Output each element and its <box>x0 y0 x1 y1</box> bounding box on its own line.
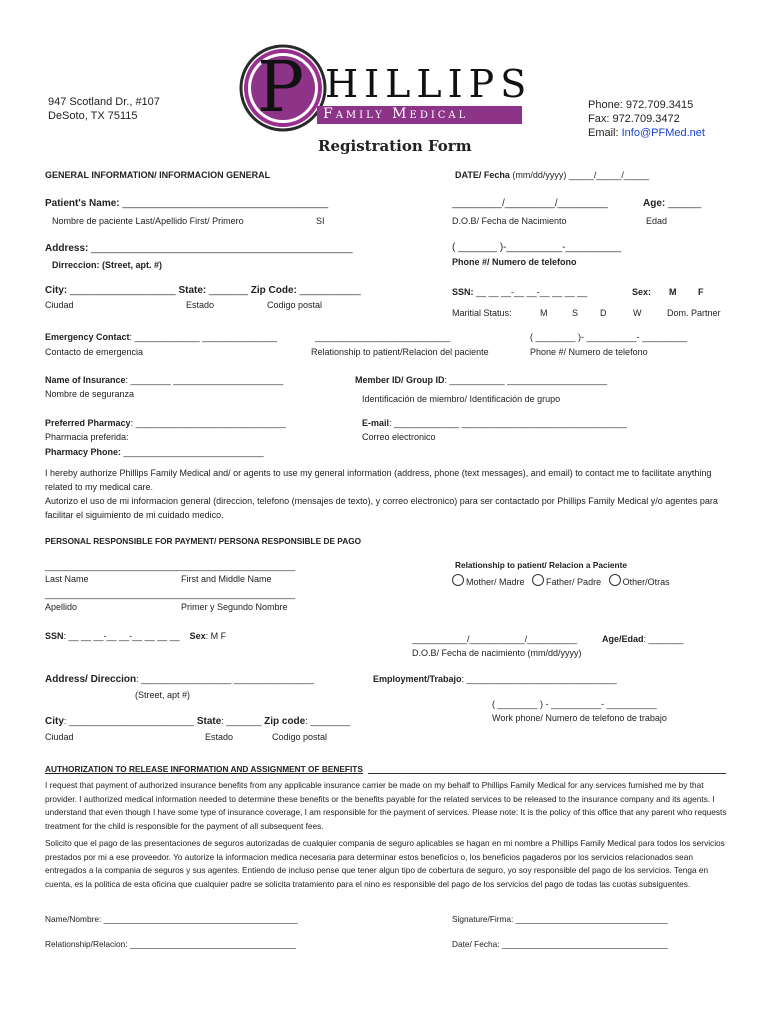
member-sub: Identificación de miembro/ Identificación de grupo <box>362 394 561 404</box>
work-phone-sub: Work phone/ Numero de telefono de trabajo <box>492 713 667 723</box>
option-father[interactable] <box>532 577 601 587</box>
insurance-label: Name of Insurance <box>45 375 126 385</box>
employment-label: Employment/Trabajo <box>373 674 462 684</box>
option-father-label: Father/ Padre <box>546 577 602 587</box>
member-label: Member ID/ Group ID <box>355 375 445 385</box>
sex-m[interactable]: M <box>669 287 677 297</box>
pharmacy-field[interactable]: : ______________________________ <box>130 418 286 428</box>
payer-dob-field[interactable]: ___________/___________/__________ <box>412 634 578 644</box>
release-relationship-row <box>45 939 296 949</box>
payer-state-sub: Estado <box>205 732 234 742</box>
authorize-spanish: Autorizo el uso de mi informacion general (direccion, telefono (mensajes de texto), y correo electronico) para ser contactado por Phillips Family Medical y/o agentes para facilitar el siguimiento de mi cuidado medico. <box>45 496 718 520</box>
payer-name-field[interactable]: __________________________________________________ <box>45 561 296 571</box>
work-phone-field[interactable]: ( ________ ) - __________- __________ <box>492 699 657 709</box>
logo-word: HILLIPS <box>325 62 533 106</box>
age-row <box>643 198 701 209</box>
zip-field[interactable]: ___________ <box>299 285 361 296</box>
payer-address-sub: (Street, apt #) <box>135 690 191 700</box>
radio-circle-icon <box>452 574 464 586</box>
release-name-row <box>45 914 297 924</box>
member-field[interactable]: : ___________ ____________________ <box>444 375 608 385</box>
date-row <box>455 170 649 180</box>
clinic-fax: Fax: 972.709.3472 <box>588 113 680 125</box>
city-row <box>45 285 361 296</box>
logo-letter-p: P <box>257 46 305 128</box>
payer-city-sub: Ciudad <box>45 732 74 742</box>
relationship-sub: Relationship to patient/Relacion del paciente <box>311 347 489 357</box>
logo <box>235 42 535 134</box>
sex-f[interactable]: F <box>698 287 704 297</box>
date-field[interactable]: _____/_____/_____ <box>568 170 649 180</box>
insurance-sub: Nombre de seguranza <box>45 389 135 399</box>
payer-age-field[interactable]: : _______ <box>643 634 684 644</box>
clinic-email-label: Email: <box>588 127 622 139</box>
clinic-email-row <box>588 127 705 139</box>
payer-relationship-heading: Relationship to patient/ Relacion a Paciente <box>455 560 627 570</box>
logo-sub-banner <box>317 106 522 124</box>
emergency-sub: Contacto de emergencia <box>45 347 144 357</box>
payer-city-row <box>45 716 350 727</box>
clinic-address-line2: DeSoto, TX 75115 <box>48 110 138 122</box>
email-field-label: E-mail <box>362 418 390 428</box>
dob-sub: D.O.B/ Fecha de Nacimiento <box>452 216 567 226</box>
payer-state-field[interactable]: : _______ <box>221 716 262 726</box>
patient-name-sub: Nombre de paciente Last/Apellido First/ Primero <box>52 216 244 226</box>
release-signature-field[interactable]: _________________________________ <box>515 914 668 924</box>
payer-age-label: Age/Edad <box>602 634 644 644</box>
state-sub: Estado <box>186 300 215 310</box>
marital-m[interactable]: M <box>540 308 548 318</box>
release-relationship-label: Relationship/Relacion: <box>45 939 130 949</box>
email-field-row <box>362 418 627 428</box>
pharmacy-phone-field[interactable]: ____________________________ <box>123 447 264 457</box>
release-heading: AUTHORIZATION TO RELEASE INFORMATION AND ASSIGNMENT OF BENEFITS <box>45 764 363 774</box>
payer-first-middle-sub: First and Middle Name <box>181 574 272 584</box>
phone-field[interactable]: ( _______ )-__________-__________ <box>452 242 622 253</box>
release-date-label: Date/ Fecha: <box>452 939 502 949</box>
address-sub: Dirreccion: (Street, apt. #) <box>52 260 163 270</box>
pharmacy-phone-label: Pharmacy Phone: <box>45 447 124 457</box>
insurance-field[interactable]: : ________ ______________________ <box>125 375 284 385</box>
release-date-field[interactable]: ____________________________________ <box>501 939 668 949</box>
release-date-row <box>452 939 668 949</box>
option-other[interactable] <box>609 577 670 587</box>
pharmacy-sub: Pharmacia preferida: <box>45 432 129 442</box>
ssn-field[interactable]: __ __ __-__ __-__ __ __ __ <box>476 287 588 297</box>
member-row <box>355 375 607 385</box>
payer-relationship-options <box>452 574 670 587</box>
state-field[interactable]: _______ <box>209 285 248 296</box>
payer-sex-options[interactable]: : M F <box>205 631 227 641</box>
sex-label: Sex: <box>632 287 652 297</box>
city-field[interactable]: ___________________ <box>70 285 176 296</box>
form-title: Registration Form <box>318 137 472 155</box>
patient-name-field[interactable]: _____________________________________ <box>122 198 329 209</box>
date-label: DATE/ Fecha <box>455 170 510 180</box>
release-relationship-field[interactable]: ____________________________________ <box>129 939 296 949</box>
pharmacy-label: Preferred Pharmacy <box>45 418 131 428</box>
option-mother[interactable] <box>452 577 525 587</box>
emergency-phone-field[interactable]: ( ________ )- __________- _________ <box>530 332 688 342</box>
age-field[interactable]: ______ <box>668 198 702 209</box>
patient-name-row <box>45 198 328 209</box>
city-sub: Ciudad <box>45 300 74 310</box>
payer-city-label: City <box>45 716 64 727</box>
state-label: State: <box>178 285 210 296</box>
emergency-label: Emergency Contact <box>45 332 130 342</box>
radio-circle-icon <box>532 574 544 586</box>
phone-sub: Phone #/ Numero de telefono <box>452 257 577 267</box>
emergency-phone-sub: Phone #/ Numero de telefono <box>530 347 648 357</box>
release-name-field[interactable]: __________________________________________ <box>103 914 298 924</box>
relationship-field[interactable]: ___________________________ <box>315 332 451 342</box>
payer-ssn-row <box>45 631 226 641</box>
payer-primer-sub: Primer y Segundo Nombre <box>181 602 288 612</box>
release-name-label: Name/Nombre: <box>45 914 104 924</box>
clinic-address-line1: 947 Scotland Dr., #107 <box>48 96 160 108</box>
payer-address-field[interactable]: : __________________ ________________ <box>136 674 314 684</box>
payer-last-name-sub: Last Name <box>45 574 89 584</box>
marital-dom[interactable]: Dom. Partner <box>667 308 721 318</box>
release-signature-row <box>452 914 668 924</box>
patient-si: SI <box>316 216 325 226</box>
patient-name-label: Patient's Name: <box>45 198 123 209</box>
release-english: I request that payment of authorized insurance benefits from any applicable insurance carrier be made on my behalf to Phillips Family Medical for any services furnished me by that provider. I authorized medical information needed to determine these benefits or the benefits payable for the related services to be released to the insurance company and its agents. I understand that even though I have some type of insurance coverage, I am responsible for the payment of services. Please note: It is the policy of this office that any parent who requests treatment for the child is responsible for the payment of all subsequent fees. <box>45 780 727 831</box>
pharmacy-phone-row <box>45 447 264 457</box>
option-other-label: Other/Otras <box>622 577 670 587</box>
authorize-english: I hereby authorize Phillips Family Medical and/ or agents to use my general information (address, phone (text messages), and email) to contact me to facilitate anything related to my medical care. <box>45 468 712 492</box>
pharmacy-row <box>45 418 286 428</box>
release-signature-label: Signature/Firma: <box>452 914 516 924</box>
email-field[interactable]: : _____________ _________________________________ <box>389 418 627 428</box>
release-heading-rule <box>368 773 726 774</box>
payer-ssn-label: SSN <box>45 631 64 641</box>
marital-s[interactable]: S <box>572 308 579 318</box>
payer-sex-label: Sex <box>189 631 206 641</box>
marital-label: Maritial Status: <box>452 308 512 318</box>
payer-age-row <box>602 634 684 644</box>
zip-sub: Codigo postal <box>267 300 323 310</box>
emergency-field[interactable]: : _____________ _______________ <box>129 332 278 342</box>
payer-name-field-2[interactable]: __________________________________________________ <box>45 589 296 599</box>
payer-apellido-sub: Apellido <box>45 602 78 612</box>
age-label: Age: <box>643 198 668 209</box>
radio-circle-icon <box>609 574 621 586</box>
employment-row <box>373 674 617 684</box>
logo-sub: Family Medical <box>323 106 469 122</box>
zip-label: Zip Code: <box>250 285 300 296</box>
payer-dob-sub: D.O.B/ Fecha de nacimiento (mm/dd/yyyy) <box>412 648 582 658</box>
address-label: Address: <box>45 243 92 254</box>
general-heading: GENERAL INFORMATION/ INFORMACION GENERAL <box>45 170 271 180</box>
payment-heading: PERSONAL RESPONSIBLE FOR PAYMENT/ PERSONA RESPONSIBLE DE PAGO <box>45 536 362 546</box>
payer-state-label: State <box>196 716 222 727</box>
payer-address-row <box>45 674 314 685</box>
option-mother-label: Mother/ Madre <box>466 577 525 587</box>
payer-city-field[interactable]: : _________________________ <box>63 716 195 726</box>
email-field-sub: Correo electronico <box>362 432 436 442</box>
clinic-email-link[interactable]: Info@PFMed.net <box>621 127 705 139</box>
payer-zip-sub: Codigo postal <box>272 732 328 742</box>
ssn-label: SSN: <box>452 287 477 297</box>
date-format: (mm/dd/yyyy) <box>512 170 567 180</box>
employment-field[interactable]: : ______________________________ <box>461 674 617 684</box>
address-row <box>45 243 353 254</box>
payer-address-label: Address/ Direccion <box>45 674 137 685</box>
insurance-row <box>45 375 283 385</box>
release-spanish: Solicito que el pago de las presentaciones de seguros autorizadas de cualquier compania de seguro aplicables se hagan en mi nombre a Phillips Family Medical para todos los servicios prestados por mi a ese proveedor. Yo autorize la informacion medica necesaria para determinar estos beneficios o, los beneficios pagaderos por los servicios relacionados sean entregados a la compania de seguros y sus agentes. Entiendo de incluso pense que tener algun tipo de cobertura de seguro, yo soy responsible del pago de los servicios. Tenga en cuenta, es la politica de esta oficina que cualquier padre se solicita tratamiento para el nino es responsible del pago de los servicios del pago de todas las cuotas subsiguentes. <box>45 838 725 889</box>
marital-d[interactable]: D <box>600 308 607 318</box>
payer-zip-field[interactable]: : ________ <box>305 716 351 726</box>
ssn-row <box>452 287 587 297</box>
dob-field[interactable]: _________/_________/_________ <box>452 198 608 209</box>
payer-ssn-field[interactable]: : __ __ __-__ __-__ __ __ __ <box>63 631 180 641</box>
address-field[interactable]: _______________________________________________ <box>91 243 353 254</box>
clinic-phone: Phone: 972.709.3415 <box>588 99 694 111</box>
payer-zip-label: Zip code <box>264 716 306 727</box>
city-label: City: <box>45 285 70 296</box>
marital-w[interactable]: W <box>633 308 642 318</box>
emergency-row <box>45 332 277 342</box>
age-sub: Edad <box>646 216 668 226</box>
